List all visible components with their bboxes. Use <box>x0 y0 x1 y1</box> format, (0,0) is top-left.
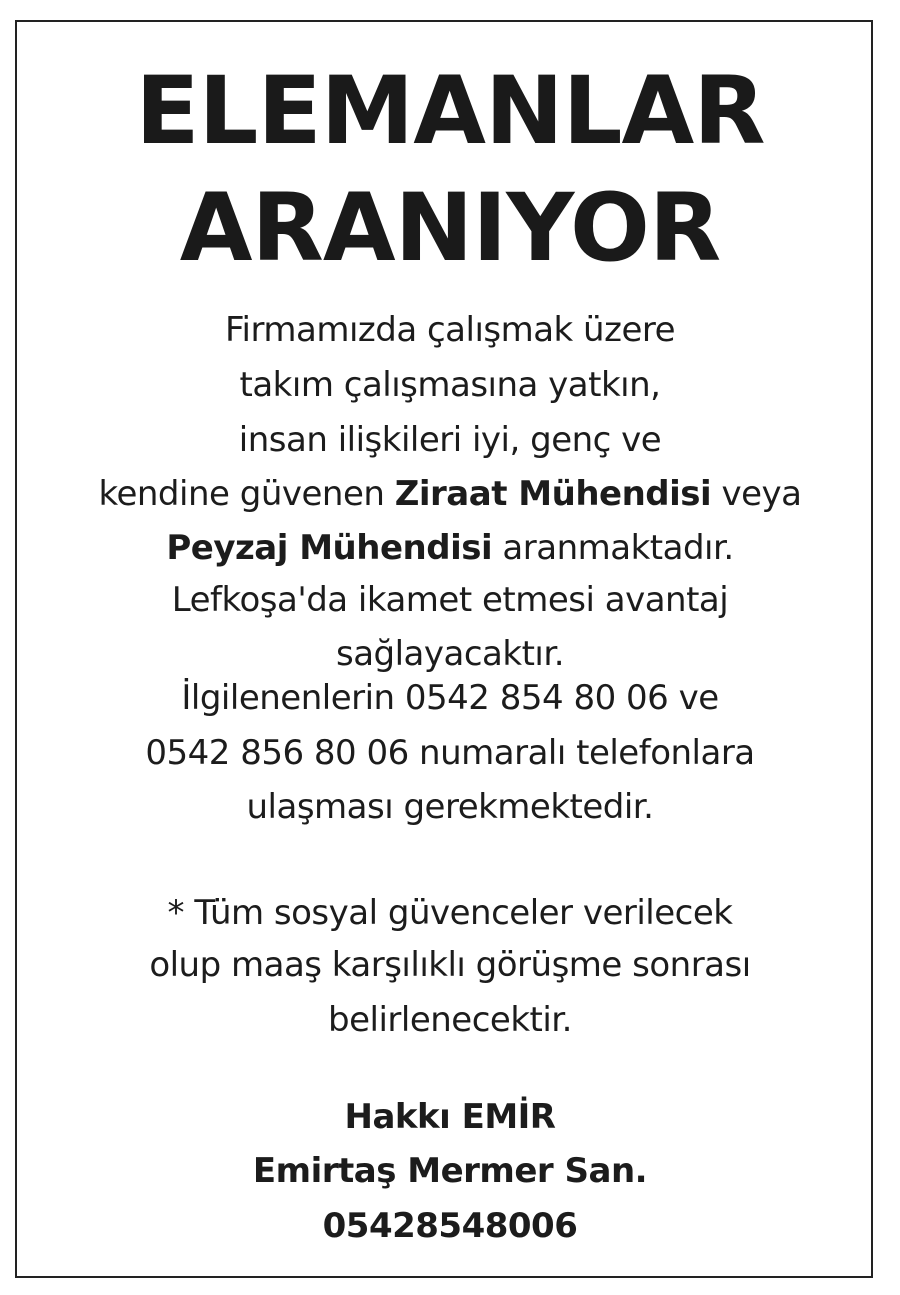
body-line-4 <box>0 474 900 514</box>
body-line-10: ulaşması gerekmektedir. <box>246 787 654 827</box>
body-line-5-text-after: aranmaktadır. <box>492 528 734 568</box>
body-line-4-text-before: kendine güvenen <box>98 474 395 514</box>
body-line-7: sağlayacaktır. <box>335 634 565 674</box>
body-line-6: Lefkoşa'da ikamet etmesi avantaj <box>171 580 729 620</box>
note-line-1: * Tüm sosyal güvenceler verilecek <box>167 893 733 933</box>
body-line-5 <box>0 528 900 568</box>
note-line-2: olup maaş karşılıklı görüşme sonrası <box>149 945 751 985</box>
job-title-peyzaj-muhendisi: Peyzaj Mühendisi <box>166 528 493 568</box>
body-line-4-text-after: veya <box>711 474 802 514</box>
body-line-2: takım çalışmasına yatkın, <box>239 365 661 405</box>
contact-phone: 05428548006 <box>322 1206 578 1246</box>
body-line-9: 0542 856 80 06 numaralı telefonlara <box>145 733 755 773</box>
body-line-8: İlgilenenlerin 0542 854 80 06 ve <box>181 678 719 718</box>
headline-line-2: ARANIYOR <box>179 174 721 283</box>
body-line-1: Firmamızda çalışmak üzere <box>224 310 676 350</box>
company-name: Emirtaş Mermer San. <box>252 1151 648 1191</box>
job-title-ziraat-muhendisi: Ziraat Mühendisi <box>394 474 712 514</box>
body-line-3: insan ilişkileri iyi, genç ve <box>238 420 662 460</box>
contact-name: Hakkı EMİR <box>344 1097 556 1137</box>
note-line-3: belirlenecektir. <box>328 1000 572 1040</box>
headline-line-1: ELEMANLAR <box>135 57 765 166</box>
